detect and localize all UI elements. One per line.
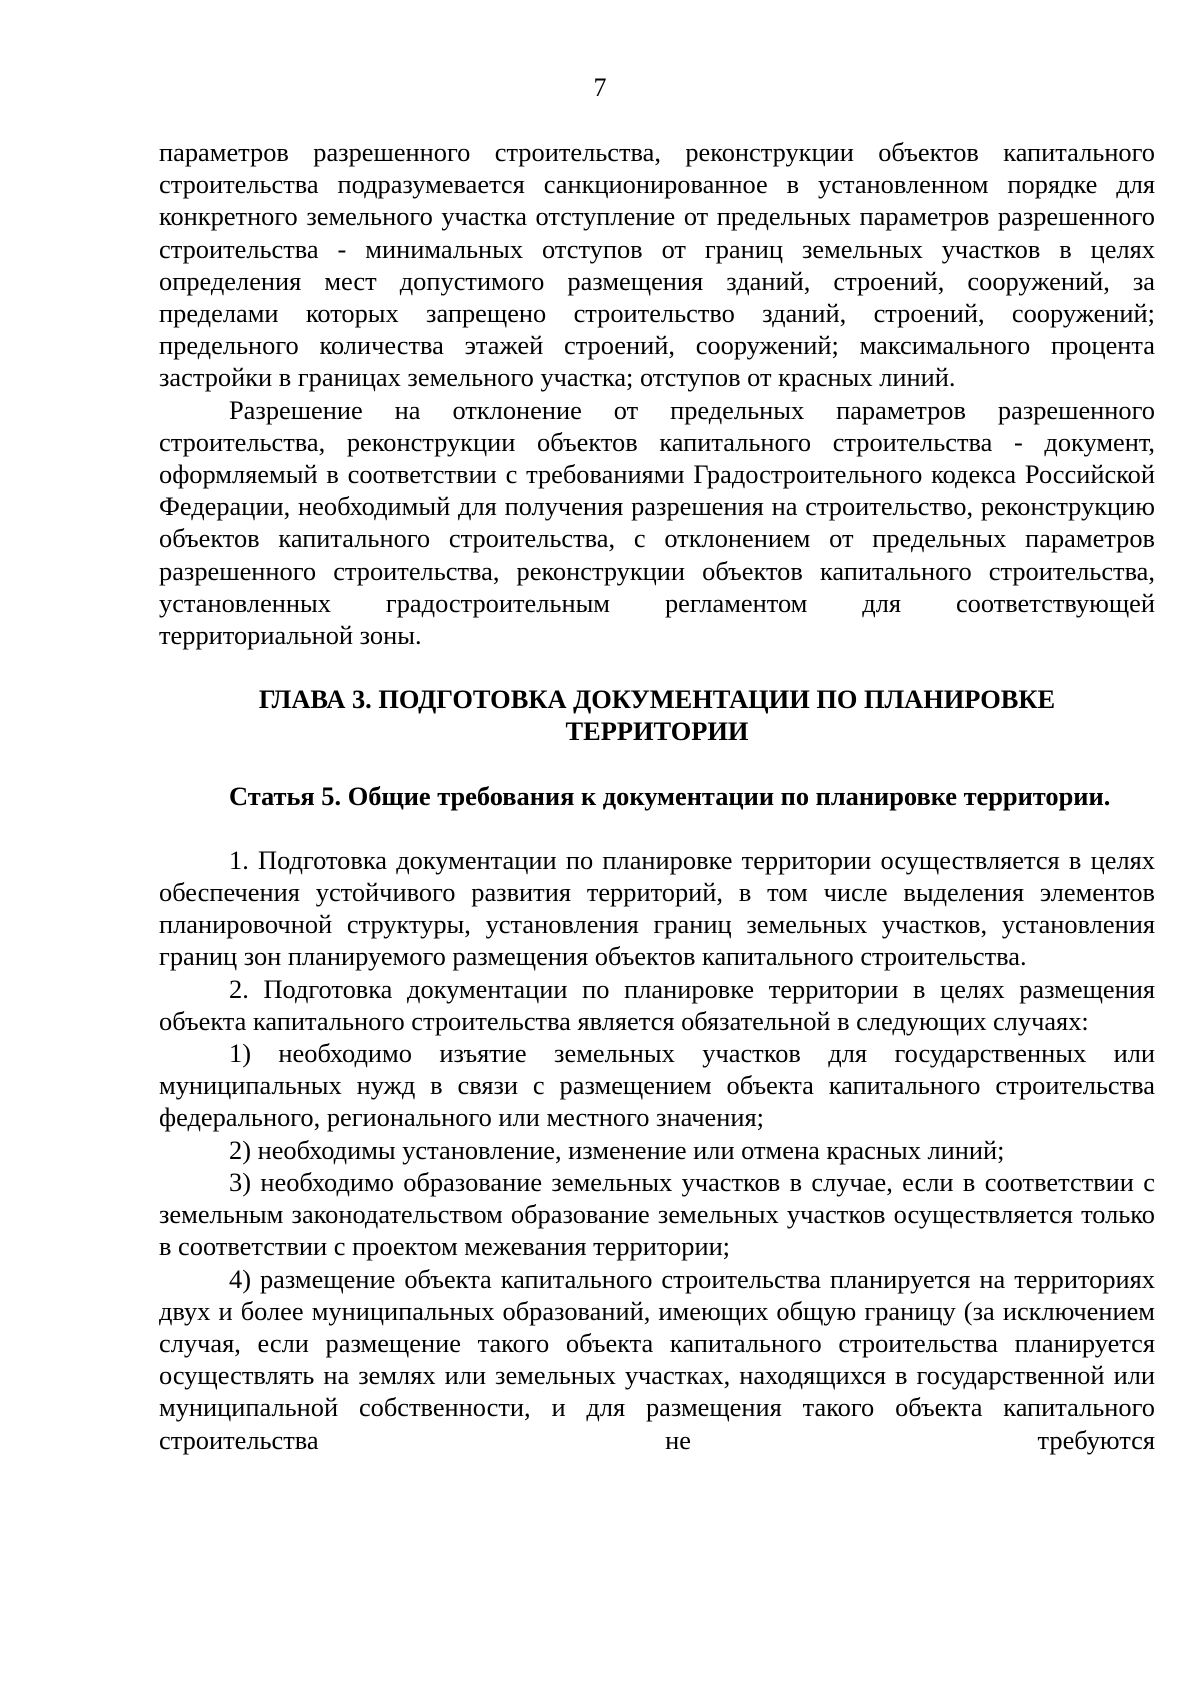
subitem-2: 2) необходимы установление, изменение или отмена красных линий; [229,1134,1005,1165]
subitem-1: 1) необходимо изъятие земельных участков для государственных или муниципальных нужд в связи с размещением объекта капитального строительства федерального, регионального или местного значения; [159,1038,1155,1133]
page-content [159,136,1155,1456]
paragraph-continuation: параметров разрешенного строительства, реконструкции объектов капитального строительства подразумевается санкционированное в установленном порядке для конкретного земельного участка отступление от предельных параметров разрешенного строительства - минимальных отступов от границ земельных участков в целях определения мест допустимого размещения зданий, строений, сооружений, за пределами которых запрещено строительство зданий, строений, сооружений; предельного количества этажей строений, сооружений; максимального процента застройки в границах земельного участка; отступов от красных линий. [159,137,1155,393]
subitem-4: 4) размещение объекта капитального строительства планируется на территориях двух и более муниципальных образований, имеющих общую границу (за исключением случая, если размещение такого объекта капитального строительства планируется осуществлять на землях или земельных участках, находящихся в государственной или муниципальной собственности, и для размещения такого объекта капитального строительства не требуются [159,1263,1155,1455]
subitem-3: 3) необходимо образование земельных участков в случае, если в соответствии с земельным законодательством образование земельных участков осуществляется только в соответствии с проектом межевания территории; [159,1166,1155,1262]
chapter-heading-line-1: ГЛАВА 3. ПОДГОТОВКА ДОКУМЕНТАЦИИ ПО ПЛАНИРОВКЕ [258,684,1056,715]
chapter-heading [159,683,1155,747]
item-2: 2. Подготовка документации по планировке территории в целях размещения объекта капитального строительства является обязательной в следующих случаях: [159,973,1155,1036]
page-number: 7 [593,73,607,102]
article-heading: Статья 5. Общие требования к документации по планировке территории. [229,780,1111,811]
paragraph-deviation-permit: Разрешение на отклонение от предельных параметров разрешенного строительства, реконструкции объектов капитального строительства - документ, оформляемый в соответствии с требованиями Градостроительного кодекса Российской Федерации, необходимый для получения разрешения на строительство, реконструкцию объектов капитального строительства, с отклонением от предельных параметров разрешенного строительства, реконструкции объектов капитального строительства, установленных градостроительным регламентом для соответствующей территориальной зоны. [159,394,1155,651]
chapter-heading-line-2: ТЕРРИТОРИИ [565,716,749,747]
item-1: 1. Подготовка документации по планировке территории осуществляется в целях обеспечения устойчивого развития территорий, в том числе выделения элементов планировочной структуры, установления границ земельных участков, установления границ зон планируемого размещения объектов капитального строительства. [159,844,1155,972]
